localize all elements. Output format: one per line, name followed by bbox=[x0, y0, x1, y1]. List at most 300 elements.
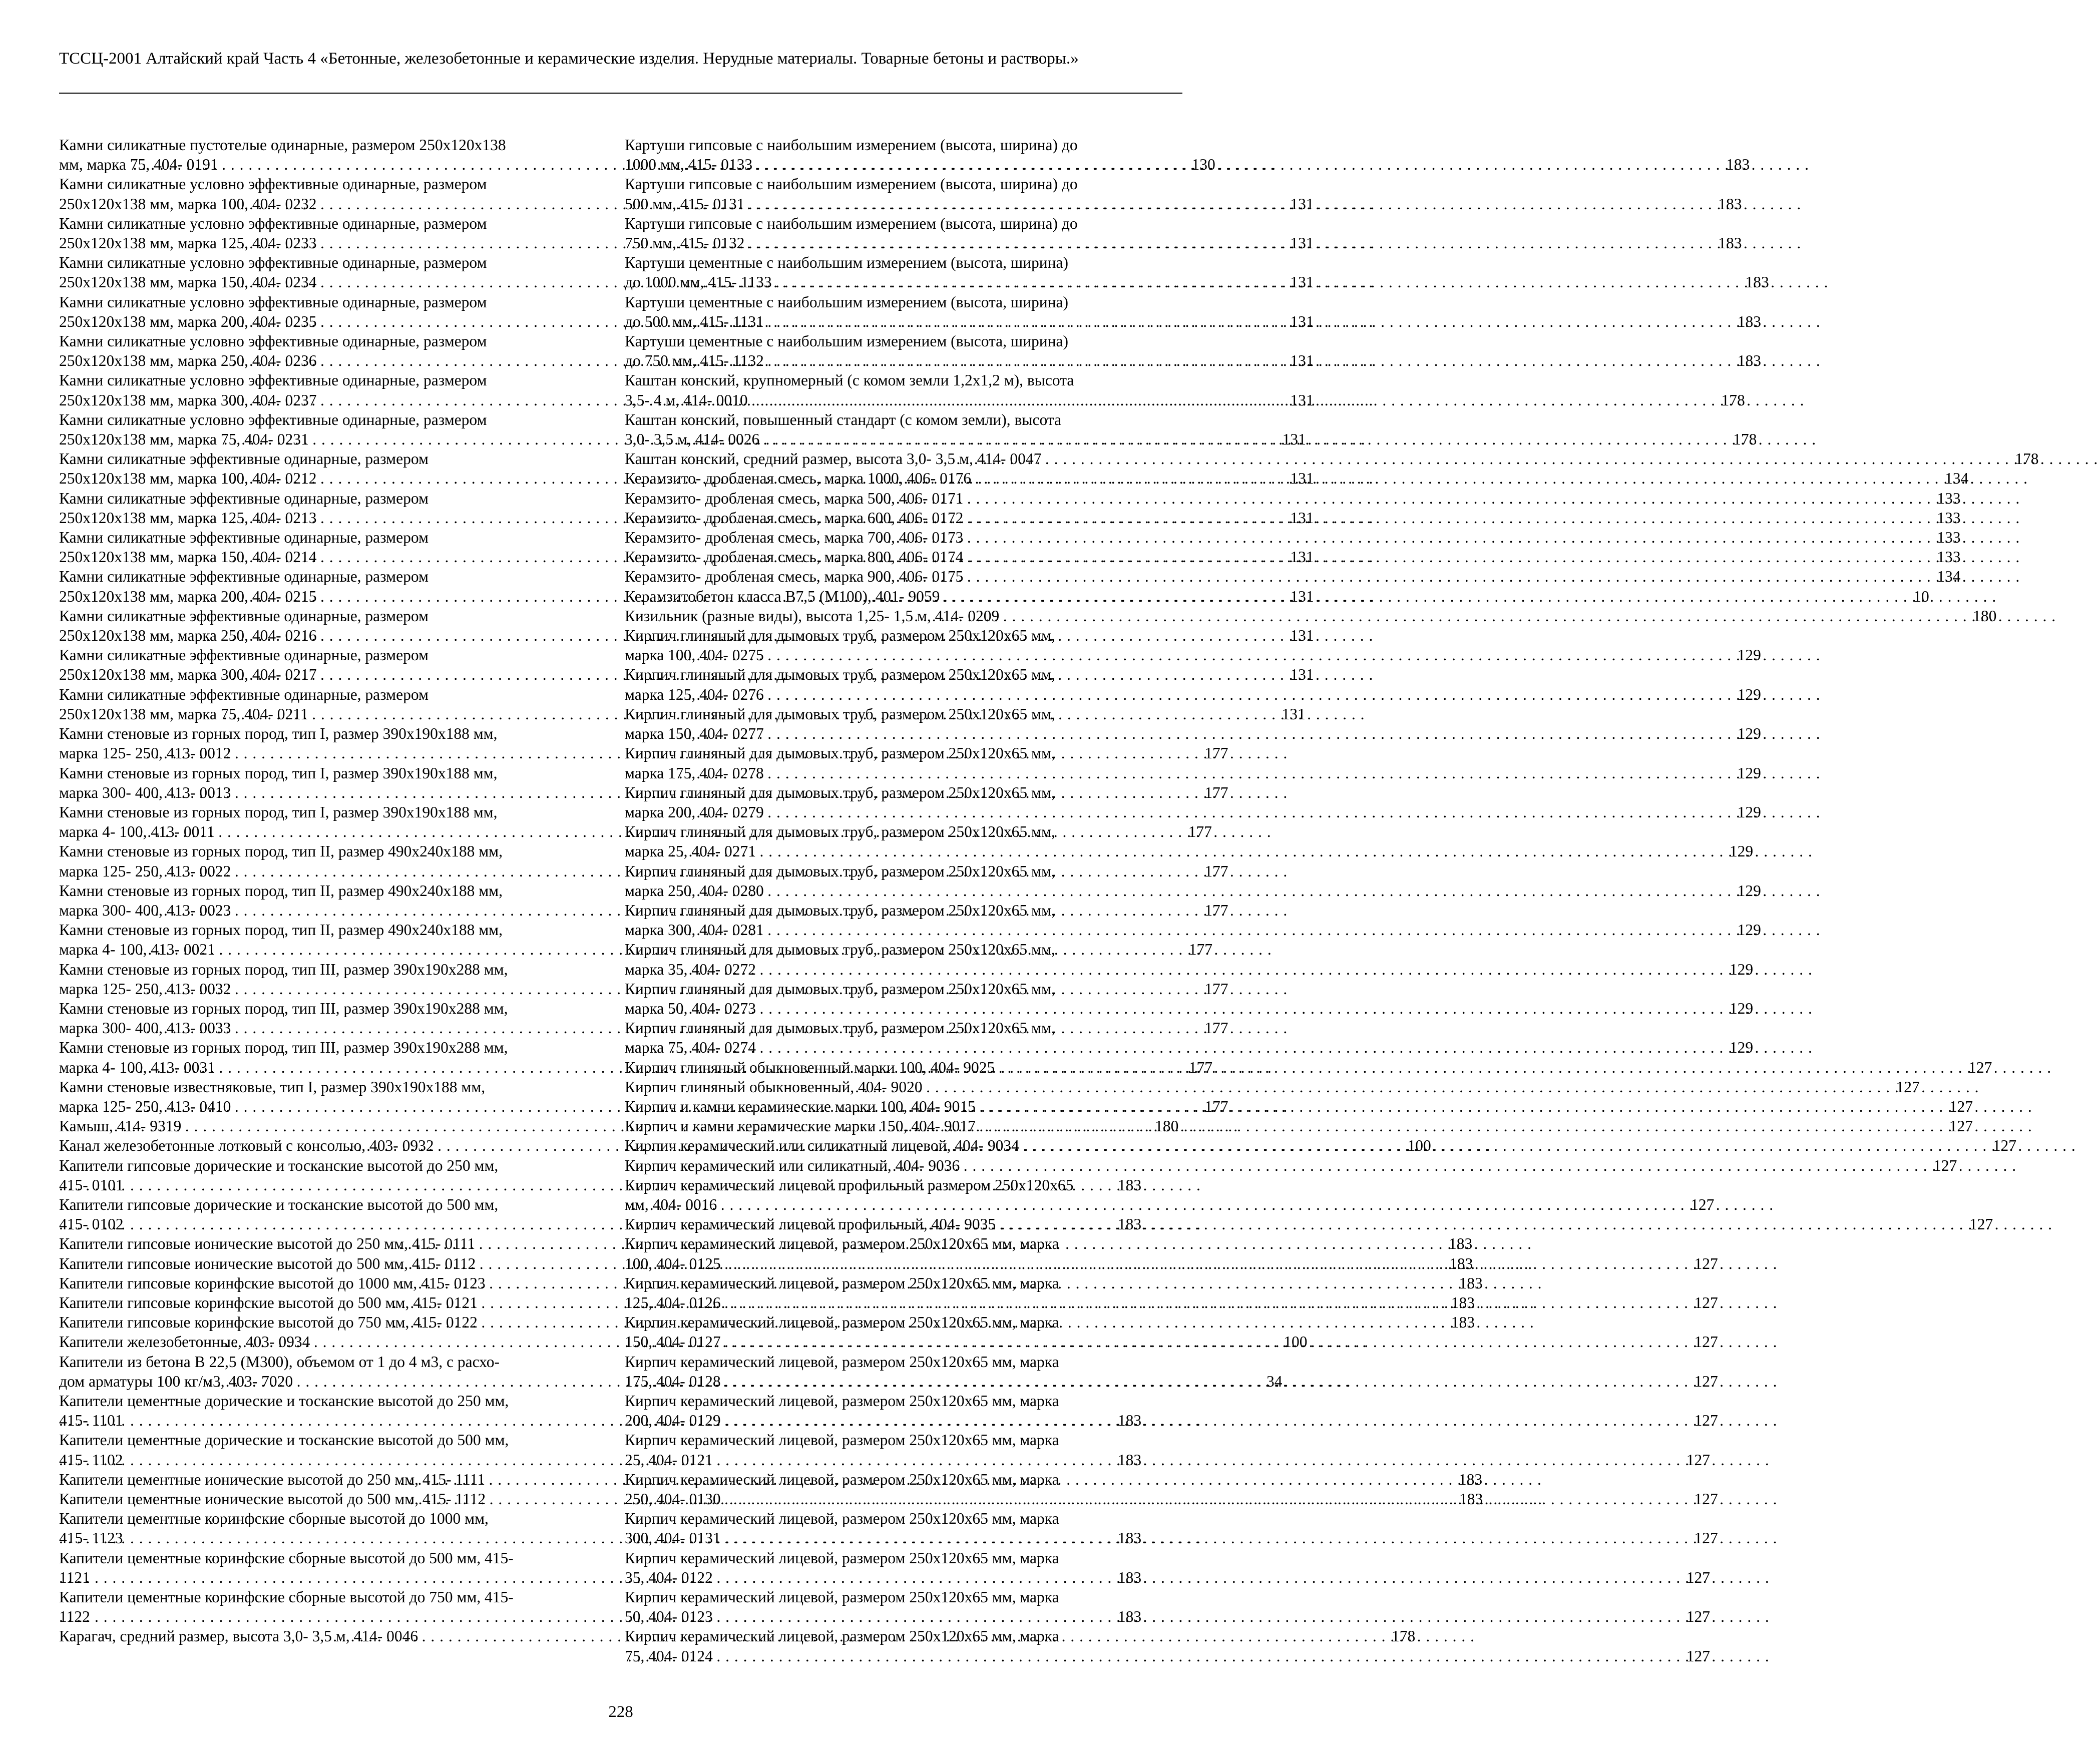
index-entry-text: Кирпич керамический лицевой, размером 250х120х65 мм, марка bbox=[625, 1313, 1059, 1332]
index-entry-text: Кирпич керамический лицевой, размером 250х120х65 мм, марка bbox=[625, 1431, 1059, 1449]
index-entry-page: 127 bbox=[1686, 1608, 1710, 1626]
index-entry-tail: Кирпич керамический лицевой профильный, 404- 9035 bbox=[625, 1215, 996, 1233]
index-entry-tail: Кирпич керамический или силикатный лицевой, 404- 9034 bbox=[625, 1137, 1019, 1155]
dot-leader bbox=[971, 469, 2028, 488]
dot-leader bbox=[721, 1489, 1778, 1509]
index-entry bbox=[625, 1587, 1710, 1626]
index-entry-tail: марка 300, 404- 0281 bbox=[625, 921, 764, 939]
index-entry-tail: марка 125- 250, 413- 0032 bbox=[59, 980, 231, 998]
index-entry-tail: марка 100, 404- 0275 bbox=[625, 646, 764, 664]
index-entry-page: 131 bbox=[1290, 627, 1314, 645]
index-entry-tail: марка 125, 404- 0276 bbox=[625, 685, 764, 703]
index-entry-tail: мм, марка 75, 404- 0191 bbox=[59, 156, 218, 174]
index-entry bbox=[625, 1548, 1710, 1587]
index-entry-page: 131 bbox=[1290, 312, 1314, 330]
index-entry-line: 1121 . . . 183 bbox=[144, 1568, 601, 1587]
index-entry-tail: Канал железобетонные лотковый с консолью, 403- 0932 bbox=[59, 1137, 434, 1155]
index-entry-tail: марка 175, 404- 0278 bbox=[625, 764, 764, 782]
index-entry-page: 127 bbox=[1896, 1078, 1920, 1096]
dot-leader bbox=[756, 1038, 1813, 1057]
index-entry-tail: 250х120х138 мм, марка 125, 404- 0233 bbox=[59, 234, 317, 252]
dot-leader bbox=[721, 1254, 1778, 1273]
dot-leader bbox=[1041, 449, 2098, 469]
index-entry-line bbox=[625, 1411, 1718, 1430]
index-entry-page: 183 bbox=[1449, 1254, 1473, 1272]
index-entry-tail: 250х120х138 мм, марка 200, 404- 0215 bbox=[59, 587, 317, 605]
index-entry bbox=[625, 1214, 1993, 1234]
index-entry-page: 180 bbox=[1973, 607, 1997, 625]
index-entry-page: 127 bbox=[1694, 1372, 1718, 1390]
index-entry bbox=[625, 1391, 1718, 1430]
dot-leader bbox=[963, 528, 2020, 547]
index-entry-page: 130 bbox=[1191, 156, 1215, 174]
index-entry-page: 177 bbox=[1188, 823, 1212, 841]
index-entry-page: 10 bbox=[1913, 587, 1929, 605]
index-entry-line bbox=[625, 194, 1742, 214]
dot-leader bbox=[713, 1607, 1770, 1626]
index-entry-text: Кирпич керамический лицевой, размером 250х120х65 мм, марка bbox=[625, 1627, 1059, 1645]
dot-leader bbox=[963, 567, 2020, 586]
index-entry-tail: Кирпич и камни керамические марки 100, 404- 9015 bbox=[625, 1097, 976, 1115]
index-entry-line bbox=[625, 1646, 1710, 1666]
dot-leader bbox=[995, 1058, 2051, 1077]
index-entry-page: 129 bbox=[1737, 646, 1761, 664]
dot-leader bbox=[759, 429, 1816, 449]
index-entry-tail: 250х120х138 мм, марка 250, 404- 0236 bbox=[59, 352, 317, 370]
index-entry-tail: до 750 мм, 415- 1132 bbox=[625, 352, 764, 370]
dot-leader bbox=[744, 233, 1801, 253]
index-entry-line bbox=[625, 606, 1997, 626]
index-entry-text: Капители гипсовые дорические и тосканские высотой до 250 мм, bbox=[59, 1156, 499, 1174]
index-entry-tail: Керамзито- дробленая смесь, марка 900, 406- 0175 bbox=[625, 568, 964, 586]
header-rule bbox=[59, 93, 1182, 94]
index-entry-page: 133 bbox=[1937, 529, 1961, 547]
dot-leader bbox=[963, 489, 2020, 508]
index-entry-text: Камни силикатные условно эффективные одинарные, размером bbox=[59, 371, 487, 389]
index-entry-text: Камни стеновые из горных пород, тип III, размер 390х190х288 мм, bbox=[59, 999, 508, 1017]
index-entry-text: Камни силикатные эффективные одинарные, размером bbox=[59, 450, 429, 468]
index-entry-text: Камни силикатные условно эффективные одинарные, размером bbox=[59, 254, 487, 272]
index-entry-page: 177 bbox=[1204, 1019, 1228, 1037]
index-entry-text: Кирпич глиняный для дымовых труб, размером 250х120х65 мм, bbox=[625, 901, 1055, 919]
index-entry-line bbox=[625, 645, 1761, 665]
index-entry-page: 131 bbox=[1282, 430, 1306, 449]
index-entry-text: Кирпич глиняный для дымовых труб, размером 250х120х65 мм, bbox=[625, 744, 1055, 762]
index-entry-line bbox=[625, 685, 1761, 704]
index-entry-line bbox=[625, 1214, 1993, 1234]
index-entry-page: 127 bbox=[1968, 1058, 1992, 1076]
index-entry-line: 415- 1102 . . . 183 bbox=[144, 1450, 601, 1470]
index-entry bbox=[625, 1430, 1710, 1469]
index-entry-page: 183 bbox=[1117, 1176, 1142, 1194]
index-entry-page: 127 bbox=[1694, 1333, 1718, 1351]
index-entry-text: Картуши цементные с наибольшим измерением (высота, ширина) bbox=[625, 254, 1068, 272]
index-entry-tail: Керамзитобетон класса В7,5 (М100), 401- 9059 bbox=[625, 587, 940, 605]
index-entry-text: Кирпич глиняный для дымовых труб, размером 250х120х65 мм, bbox=[625, 705, 1055, 723]
index-entry-text: Картуши цементные с наибольшим измерением (высота, ширина) bbox=[625, 332, 1068, 350]
index-entry-tail: Капители гипсовые ионические высотой до 250 мм, 415- 0111 bbox=[59, 1235, 476, 1253]
index-entry-tail: 250, 404- 0130 bbox=[625, 1490, 721, 1508]
index-entry-line bbox=[625, 724, 1761, 743]
index-entry-page: 100 bbox=[1407, 1137, 1431, 1155]
index-entry-tail: 300, 404- 0131 bbox=[625, 1529, 721, 1547]
index-entry-text: Камни стеновые из горных пород, тип I, размер 390х190х188 мм, bbox=[59, 803, 498, 821]
index-entry-tail: 500 мм, 415- 0131 bbox=[625, 195, 745, 213]
index-entry-text: Кирпич керамический лицевой профильный размером 250х120х65 bbox=[625, 1176, 1074, 1194]
dot-leader bbox=[713, 1646, 1770, 1666]
index-entry-tail: марка 125- 250, 413- 0410 bbox=[59, 1097, 231, 1115]
index-entry-page: 183 bbox=[1117, 1451, 1142, 1469]
index-entry bbox=[625, 174, 1742, 213]
index-entry-tail: марка 300- 400, 413- 0033 bbox=[59, 1019, 231, 1037]
dot-leader bbox=[748, 390, 1805, 410]
dot-leader bbox=[772, 272, 1829, 292]
index-entry-line: 415- 0102 . . . 183 bbox=[144, 1214, 601, 1234]
index-entry-page: 134 bbox=[1937, 568, 1961, 586]
index-entry-tail: до 1000 мм, 415- 1133 bbox=[625, 273, 772, 291]
index-entry-text: Капители из бетона В 22,5 (М300), объемом от 1 до 4 м3, с расхо- bbox=[59, 1353, 500, 1371]
index-entry-page: 127 bbox=[1686, 1451, 1710, 1469]
index-entry-text: Кирпич керамический лицевой, размером 250х120х65 мм, марка bbox=[625, 1274, 1059, 1292]
index-entry-line bbox=[625, 528, 1961, 547]
index-entry-tail: 250х120х138 мм, марка 100, 404- 0232 bbox=[59, 195, 317, 213]
index-entry-page: 177 bbox=[1204, 1097, 1228, 1115]
index-entry bbox=[625, 449, 2039, 469]
index-entry-page: 129 bbox=[1737, 685, 1761, 703]
index-entry-page: 127 bbox=[1969, 1215, 1993, 1233]
index-entry-tail: 50, 404- 0123 bbox=[625, 1608, 713, 1626]
index-entry-page: 183 bbox=[1449, 1235, 1473, 1253]
index-entry-text: Камни силикатные условно эффективные одинарные, размером bbox=[59, 332, 487, 350]
index-entry-page: 178 bbox=[1721, 391, 1745, 409]
index-entry-text: Капители цементные коринфские сборные высотой до 500 мм, 415- bbox=[59, 1549, 514, 1567]
index-entry bbox=[625, 292, 1761, 331]
index-entry-page: 127 bbox=[1992, 1137, 2016, 1155]
index-entry-page: 183 bbox=[1117, 1412, 1142, 1430]
index-entry-line bbox=[625, 1568, 1710, 1587]
index-entry-text: Камни силикатные эффективные одинарные, размером bbox=[59, 646, 429, 664]
index-entry-line: 415- 1123 . . . 183 bbox=[144, 1528, 601, 1548]
index-entry bbox=[625, 1509, 1718, 1548]
index-entry-page: 178 bbox=[1733, 430, 1757, 449]
index-entry-line bbox=[625, 312, 1761, 331]
index-entry-tail: Каштан конский, средний размер, высота 3,0- 3,5 м, 414- 0047 bbox=[625, 450, 1042, 468]
index-entry-text: Капители гипсовые дорические и тосканские высотой до 500 мм, bbox=[59, 1195, 499, 1213]
index-entry-tail: Камыш, 414- 9319 bbox=[59, 1117, 182, 1135]
index-entry-tail: Капители цементные ионические высотой до 250 мм, 415- 1111 bbox=[59, 1470, 485, 1488]
index-entry-line bbox=[625, 1195, 1715, 1214]
index-entry-text: Камни стеновые из горных пород, тип III, размер 390х190х288 мм, bbox=[59, 1039, 508, 1057]
dot-leader bbox=[721, 1293, 1778, 1312]
index-entry-tail: Капители железобетонные, 403- 0934 bbox=[59, 1333, 310, 1351]
index-entry-text: Кирпич глиняный для дымовых труб, размером 250х120х65 мм, bbox=[625, 980, 1055, 998]
index-entry-line bbox=[625, 841, 1754, 861]
index-entry-tail: мм, 404- 0016 bbox=[625, 1195, 717, 1213]
index-entry-page: 127 bbox=[1694, 1254, 1718, 1272]
index-entry-tail: 750 мм, 415- 0132 bbox=[625, 234, 745, 252]
index-entry-page: 34 bbox=[1267, 1372, 1283, 1390]
index-entry-text: Кирпич керамический лицевой, размером 250х120х65 мм, марка bbox=[625, 1392, 1059, 1410]
index-entry-page: 177 bbox=[1204, 783, 1228, 801]
index-entry-page: 131 bbox=[1290, 470, 1314, 488]
dot-leader bbox=[940, 587, 1996, 606]
dot-leader bbox=[960, 1156, 2016, 1175]
index-entry-text: Кирпич керамический лицевой, размером 250х120х65 мм, марка bbox=[625, 1549, 1059, 1567]
index-entry-line bbox=[625, 1077, 1920, 1097]
dot-leader bbox=[976, 1097, 2032, 1116]
dot-leader bbox=[756, 841, 1813, 861]
index-entry bbox=[625, 528, 1961, 547]
index-entry-page: 129 bbox=[1737, 882, 1761, 900]
index-entry-page: 183 bbox=[1737, 312, 1761, 330]
index-entry-tail: Керамзито- дробленая смесь, марка 700, 406- 0173 bbox=[625, 529, 964, 547]
index-entry-text: Кирпич глиняный для дымовых труб, размером 250х120х65 мм, bbox=[625, 823, 1055, 841]
index-entry-page: 183 bbox=[1458, 1470, 1483, 1488]
index-entry-text: Капители цементные коринфские сборные высотой до 1000 мм, bbox=[59, 1510, 489, 1528]
index-entry-tail: 250х120х138 мм, марка 75, 404- 0211 bbox=[59, 705, 308, 723]
index-entry-page: 131 bbox=[1282, 705, 1306, 723]
index-entry-text: Кирпич глиняный для дымовых труб, размером 250х120х65 мм, bbox=[625, 666, 1055, 684]
index-entry-page: 183 bbox=[1451, 1313, 1475, 1332]
dot-leader bbox=[764, 724, 1821, 743]
index-entry-tail: 250х120х138 мм, марка 300, 404- 0237 bbox=[59, 391, 317, 409]
index-entry-page: 131 bbox=[1290, 391, 1314, 409]
index-entry-text: Камни стеновые из горных пород, тип I, размер 390х190х188 мм, bbox=[59, 725, 498, 743]
index-entry-text: Камни стеновые из горных пород, тип II, размер 490х240х188 мм, bbox=[59, 842, 503, 860]
dot-leader bbox=[764, 763, 1821, 783]
index-entry-tail: дом арматуры 100 кг/м3, 403- 7020 bbox=[59, 1372, 293, 1390]
dot-leader bbox=[744, 194, 1801, 214]
index-entry-tail: Кирпич керамический или силикатный, 404- 9036 bbox=[625, 1156, 960, 1174]
dot-leader bbox=[756, 960, 1813, 979]
dot-leader bbox=[999, 606, 2056, 626]
index-entry-tail: Керамзито- дробленая смесь, марка 1000, 406- 0176 bbox=[625, 470, 972, 488]
index-entry-tail: марка 50, 404- 0273 bbox=[625, 999, 756, 1017]
index-entry-line bbox=[625, 960, 1754, 979]
index-entry-page: 127 bbox=[1694, 1412, 1718, 1430]
index-entry-page: 127 bbox=[1694, 1529, 1718, 1547]
index-entry-page: 183 bbox=[1117, 1608, 1142, 1626]
index-entry-page: 129 bbox=[1737, 803, 1761, 821]
index-entry-tail: 250х120х138 мм, марка 250, 404- 0216 bbox=[59, 627, 317, 645]
index-entry-tail: до 500 мм, 415- 1131 bbox=[625, 312, 764, 330]
index-entry-text: Кирпич глиняный для дымовых труб, размером 250х120х65 мм, bbox=[625, 627, 1055, 645]
dot-leader bbox=[721, 1528, 1778, 1548]
index-entry-page: 178 bbox=[1391, 1627, 1416, 1645]
index-entry-text: Картуши гипсовые с наибольшим измерением (высота, ширина) до bbox=[625, 136, 1078, 154]
dot-leader bbox=[752, 155, 1809, 174]
index-entry-text: Камни стеновые из горных пород, тип I, размер 390х190х188 мм, bbox=[59, 764, 498, 782]
index-entry bbox=[625, 489, 1961, 508]
index-entry-page: 134 bbox=[1945, 470, 1969, 488]
index-entry-line bbox=[625, 763, 1761, 783]
page-number: 228 bbox=[608, 1703, 633, 1721]
index-entry-page: 177 bbox=[1204, 862, 1228, 880]
index-entry-page: 183 bbox=[1459, 1274, 1483, 1292]
index-entry-line: 415- 0101 . . . 183 bbox=[144, 1175, 601, 1195]
index-entry-text: Капители цементные дорические и тосканские высотой до 250 мм, bbox=[59, 1392, 509, 1410]
index-entry-page: 131 bbox=[1290, 234, 1314, 252]
index-entry-tail: 250х120х138 мм, марка 75, 404- 0231 bbox=[59, 430, 309, 449]
dot-leader bbox=[721, 1411, 1778, 1430]
dot-leader bbox=[963, 547, 2020, 567]
index-entry-tail: Керамзито- дробленая смесь, марка 800, 406- 0174 bbox=[625, 548, 964, 566]
index-entry-page: 131 bbox=[1290, 666, 1314, 684]
index-entry-tail: Керамзито- дробленая смесь, марка 600, 406- 0172 bbox=[625, 509, 964, 527]
index-entry-text: Кирпич глиняный для дымовых труб, размером 250х120х65 мм, bbox=[625, 862, 1055, 880]
index-entry-tail: Кизильник (разные виды), высота 1,25- 1,5 м, 414- 0209 bbox=[625, 607, 1000, 625]
dot-leader bbox=[713, 1450, 1770, 1470]
dot-leader bbox=[996, 1214, 2052, 1234]
index-entry-page: 129 bbox=[1737, 725, 1761, 743]
index-entry-page: 177 bbox=[1204, 744, 1228, 762]
dot-leader bbox=[963, 508, 2020, 528]
index-entry-text: Картуши гипсовые с наибольшим измерением (высота, ширина) до bbox=[625, 175, 1078, 193]
dot-leader bbox=[976, 1116, 2032, 1136]
index-entry bbox=[625, 1156, 1957, 1175]
index-entry-tail: марка 250, 404- 0280 bbox=[625, 882, 764, 900]
index-entry-page: 183 bbox=[1117, 1215, 1142, 1233]
index-entry-page: 183 bbox=[1737, 352, 1761, 370]
dot-leader bbox=[764, 312, 1821, 331]
index-entry-text: Камни силикатные эффективные одинарные, размером bbox=[59, 529, 429, 547]
index-entry-line bbox=[625, 999, 1754, 1018]
index-entry-text: Картуши гипсовые с наибольшим измерением (высота, ширина) до bbox=[625, 214, 1078, 232]
index-entry-text: Капители цементные коринфские сборные высотой до 750 мм, 415- bbox=[59, 1588, 514, 1606]
index-entry-page: 127 bbox=[1686, 1647, 1710, 1665]
index-entry-tail: Кирпич глиняный обыкновенный марки 100, 404- 9025 bbox=[625, 1058, 995, 1076]
dot-leader bbox=[1019, 1136, 2076, 1155]
index-entry-tail: 175, 404- 0128 bbox=[625, 1372, 721, 1390]
index-entry-line bbox=[625, 1450, 1710, 1470]
index-entry-text: Камни силикатные условно эффективные одинарные, размером bbox=[59, 214, 487, 232]
index-entry-tail: 250х120х138 мм, марка 125, 404- 0213 bbox=[59, 509, 317, 527]
dot-leader bbox=[764, 881, 1821, 901]
index-entry-page: 183 bbox=[1726, 156, 1750, 174]
index-entry-text: Камни силикатные условно эффективные одинарные, размером bbox=[59, 410, 487, 428]
index-entry-text: Кирпич глиняный для дымовых труб, размером 250х120х65 мм, bbox=[625, 1019, 1055, 1037]
dot-leader bbox=[764, 802, 1821, 822]
index-entry-tail: 250х120х138 мм, марка 150, 404- 0234 bbox=[59, 273, 317, 291]
index-entry-page: 180 bbox=[1155, 1117, 1179, 1135]
dot-leader bbox=[764, 645, 1821, 665]
index-entry-line: 1122 . . . 183 bbox=[144, 1607, 601, 1626]
index-entry-text: Кирпич глиняный для дымовых труб, размером 250х120х65 мм, bbox=[625, 941, 1055, 959]
index-entry-page: 100 bbox=[1284, 1333, 1308, 1351]
index-entry-tail: марка 300- 400, 413- 0023 bbox=[59, 901, 231, 919]
index-entry-page: 131 bbox=[1290, 548, 1314, 566]
index-entry-page: 127 bbox=[1686, 1568, 1710, 1586]
index-entry-page: 129 bbox=[1729, 842, 1754, 860]
index-entry-text: Камни силикатные эффективные одинарные, размером bbox=[59, 489, 429, 507]
index-entry-text: Камни стеновые из горных пород, тип II, размер 490х240х188 мм, bbox=[59, 921, 503, 939]
index-entry-tail: Капители гипсовые коринфские высотой до 500 мм, 415- 0121 bbox=[59, 1293, 478, 1311]
index-entry-tail: марка 25, 404- 0271 bbox=[625, 842, 756, 860]
index-entry-line bbox=[625, 1528, 1718, 1548]
index-entry-line bbox=[625, 802, 1761, 822]
index-entry bbox=[625, 567, 1961, 586]
index-entry-tail: Кирпич глиняный обыкновенный, 404- 9020 bbox=[625, 1078, 923, 1096]
index-entry-text: Кирпич керамический лицевой, размером 250х120х65 мм, марка bbox=[625, 1353, 1059, 1371]
index-entry-line bbox=[625, 920, 1761, 940]
index-entry-page: 133 bbox=[1937, 489, 1961, 507]
index-entry-tail: 3,0- 3,5 м, 414- 0026 bbox=[625, 430, 760, 449]
index-entry-page: 129 bbox=[1729, 1039, 1754, 1057]
dot-leader bbox=[764, 351, 1821, 370]
index-entry-tail: 250х120х138 мм, марка 100, 404- 0212 bbox=[59, 470, 317, 488]
index-entry-line bbox=[625, 449, 2039, 469]
index-entry-line: 415- 1101 . . . 183 bbox=[144, 1411, 601, 1430]
index-entry-text: Капители цементные дорические и тосканские высотой до 500 мм, bbox=[59, 1431, 509, 1449]
index-entry-line bbox=[625, 1156, 1957, 1175]
index-entry-page: 177 bbox=[1204, 980, 1228, 998]
index-entry-page: 183 bbox=[1745, 273, 1769, 291]
index-entry-text: Камни стеновые из горных пород, тип II, размер 490х240х188 мм, bbox=[59, 882, 503, 900]
index-entry-page: 131 bbox=[1290, 587, 1314, 605]
index-entry-tail: 150, 404- 0127 bbox=[625, 1333, 721, 1351]
index-entry-text: Кирпич керамический лицевой, размером 250х120х65 мм, марка bbox=[625, 1588, 1059, 1606]
index-entry-page: 127 bbox=[1949, 1117, 1973, 1135]
dot-leader bbox=[764, 685, 1821, 704]
index-entry-line bbox=[625, 1038, 1754, 1057]
index-entry-text: Кирпич керамический лицевой, размером 250х120х65 мм, марка bbox=[625, 1470, 1059, 1488]
dot-leader bbox=[721, 1372, 1778, 1391]
index-entry-tail: марка 125- 250, 413- 0012 bbox=[59, 744, 231, 762]
dot-leader bbox=[717, 1195, 1774, 1214]
index-entry-text: Камни силикатные эффективные одинарные, размером bbox=[59, 568, 429, 586]
index-entry-line bbox=[625, 881, 1761, 901]
index-entry-page: 129 bbox=[1729, 999, 1754, 1017]
index-entry-tail: марка 125- 250, 413- 0022 bbox=[59, 862, 231, 880]
index-entry-page: 177 bbox=[1204, 901, 1228, 919]
index-entry-text: Камни силикатные условно эффективные одинарные, размером bbox=[59, 293, 487, 311]
index-entry-page: 127 bbox=[1949, 1097, 1973, 1115]
index-entry-tail: Капители гипсовые ионические высотой до 500 мм, 415- 0112 bbox=[59, 1254, 476, 1272]
index-entry-text: Камни силикатные эффективные одинарные, размером bbox=[59, 607, 429, 625]
index-entry-tail: марка 4- 100, 413- 0011 bbox=[59, 823, 215, 841]
index-entry-tail: марка 75, 404- 0274 bbox=[625, 1039, 756, 1057]
index-entry-text: Камни стеновые из горных пород, тип III, размер 390х190х288 мм, bbox=[59, 960, 508, 978]
index-entry-page: 183 bbox=[1117, 1529, 1142, 1547]
index-entry-text: Каштан конский, повышенный стандарт (с комом земли), высота bbox=[625, 410, 1061, 428]
index-entry-page: 127 bbox=[1694, 1490, 1718, 1508]
index-entry-tail: Капители гипсовые коринфские высотой до 750 мм, 415- 0122 bbox=[59, 1313, 478, 1332]
index-entry-page: 129 bbox=[1737, 764, 1761, 782]
index-entry-tail: марка 150, 404- 0277 bbox=[625, 725, 764, 743]
dot-leader bbox=[923, 1077, 1979, 1097]
index-entry-page: 183 bbox=[1459, 1490, 1483, 1508]
index-entry-tail: 125, 404- 0126 bbox=[625, 1293, 721, 1311]
index-entry-tail: Капители цементные ионические высотой до 500 мм, 415- 1112 bbox=[59, 1490, 486, 1508]
index-entry-tail: 3,5- 4 м, 414- 0010 bbox=[625, 391, 748, 409]
index-entry bbox=[625, 606, 1997, 626]
index-entry-page: 131 bbox=[1290, 509, 1314, 527]
index-entry-page: 183 bbox=[1117, 1568, 1142, 1586]
index-entry-page: 178 bbox=[2015, 450, 2039, 468]
index-entry bbox=[625, 1175, 1715, 1214]
running-header: ТССЦ-2001 Алтайский край Часть 4 «Бетонные, железобетонные и керамические изделия. Нерудные материалы. Товарные бетоны и растворы.» bbox=[59, 50, 1079, 68]
dot-leader bbox=[756, 999, 1813, 1018]
index-entry-tail: марка 35, 404- 0272 bbox=[625, 960, 756, 978]
index-entry-text: Картуши цементные с наибольшим измерением (высота, ширина) bbox=[625, 293, 1068, 311]
index-entry-page: 183 bbox=[1451, 1293, 1475, 1311]
index-entry-page: 129 bbox=[1729, 960, 1754, 978]
index-entry-tail: 250х120х138 мм, марка 150, 404- 0214 bbox=[59, 548, 317, 566]
index-entry-page: 177 bbox=[1188, 1058, 1212, 1076]
index-entry-page: 127 bbox=[1933, 1156, 1957, 1174]
index-entry-tail: 250х120х138 мм, марка 300, 404- 0217 bbox=[59, 666, 317, 684]
index-entry-tail: марка 200, 404- 0279 bbox=[625, 803, 764, 821]
